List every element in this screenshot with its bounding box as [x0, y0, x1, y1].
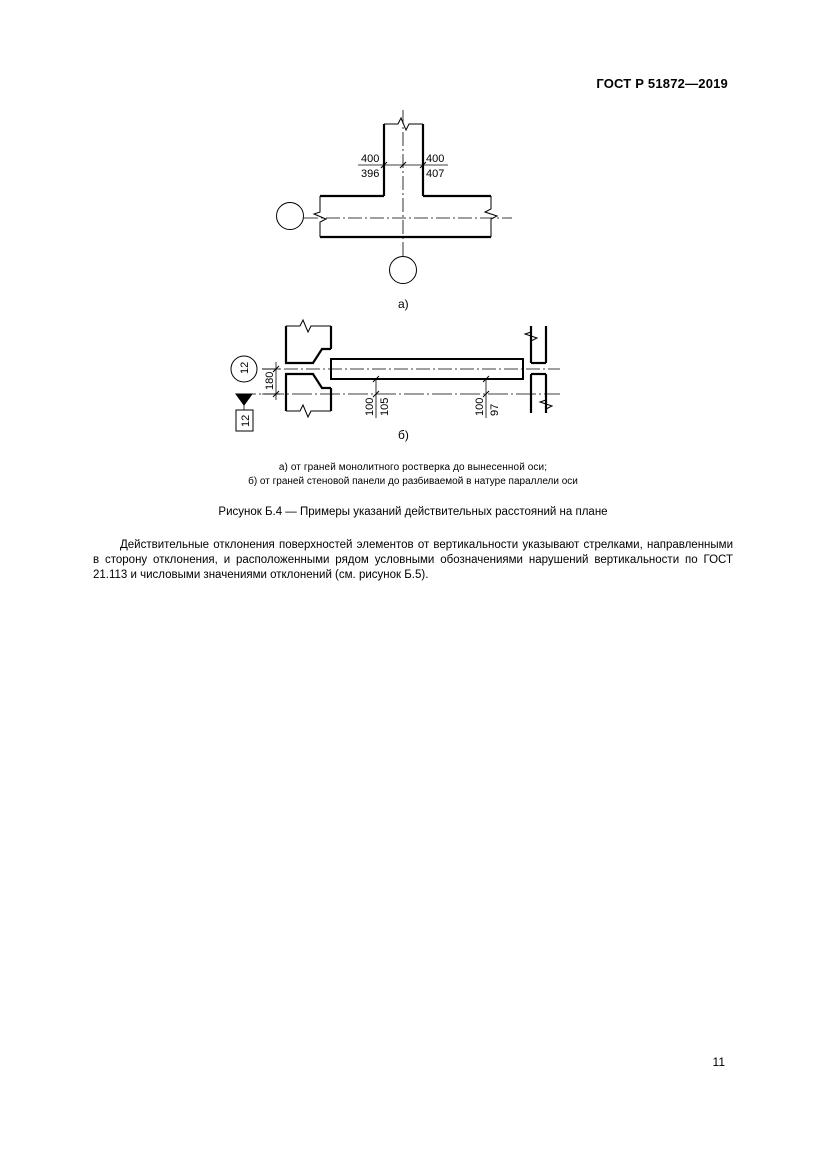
document-code: ГОСТ Р 51872—2019: [596, 76, 728, 91]
figure-b4-drawing: [0, 0, 826, 470]
dim-a-right-top: 400: [426, 153, 445, 165]
figure-b-drawing: [231, 320, 560, 431]
body-paragraph-text: Действительные отклонения поверхностей элементов от вертикальности указывают стрелками, направленными в сторону отклонения, и расположенными рядом условными обозначениями нарушений вертикальности по ГОСТ 21.113 и числовыми значениями отклонений (см. рисунок Б.5).: [93, 539, 733, 581]
dim-a-left-top: 400: [361, 153, 380, 165]
dim-b-100-left: 100: [364, 397, 376, 416]
dim-b-97: 97: [489, 403, 501, 416]
figure-note-a: а) от граней монолитного ростверка до вынесенной оси;: [278, 462, 548, 473]
dim-b-100-right: 100: [474, 397, 486, 416]
body-paragraph: [93, 538, 733, 583]
figure-b-label: б): [398, 428, 409, 442]
dim-b-180: 180: [264, 371, 276, 390]
figure-note-b: б) от граней стеновой панели до разбиваемой в натуре параллели оси: [248, 476, 578, 487]
figure-a-label: а): [398, 297, 409, 311]
figure-a-drawing: [277, 110, 513, 284]
dim-a-right-bottom: 407: [426, 168, 445, 180]
page-number: 11: [712, 1055, 725, 1069]
dim-b-105: 105: [379, 397, 391, 416]
dim-a-left-bottom: 396: [361, 168, 380, 180]
axis-b-circle-number: 12: [239, 361, 251, 374]
figure-caption: Рисунок Б.4 — Примеры указаний действительных расстояний на плане: [218, 506, 608, 518]
axis-b-box-number: 12: [240, 414, 252, 427]
